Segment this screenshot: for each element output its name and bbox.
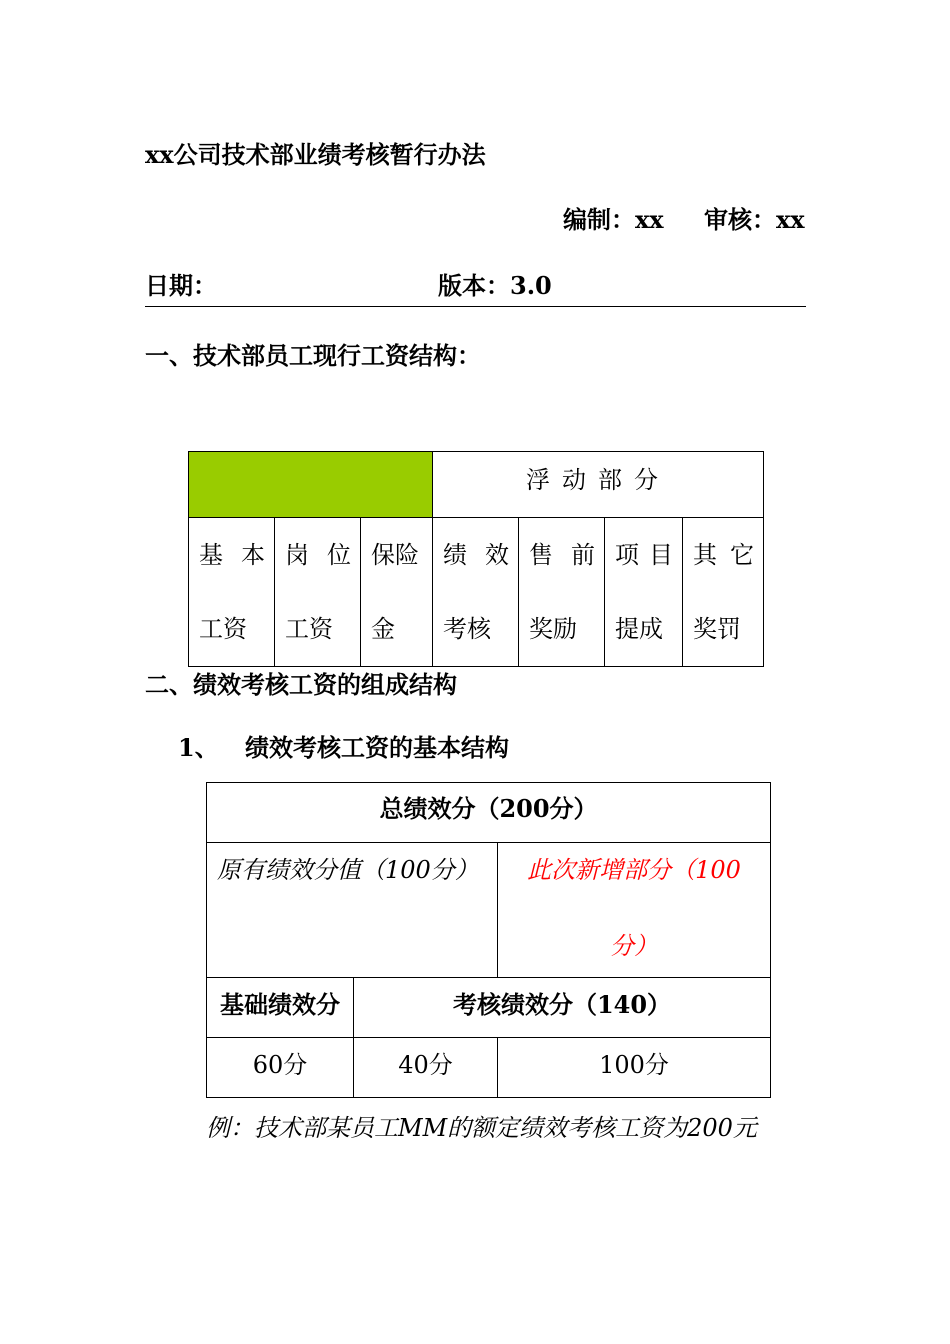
- performance-score-table: [206, 782, 771, 1098]
- assessment-score-value: 40分: [354, 1038, 498, 1098]
- fixed-part-header: [189, 452, 433, 518]
- new-part-score-value: 100分: [498, 1038, 771, 1098]
- assessment-score-header: 考核绩效分（140）: [354, 978, 771, 1038]
- header-divider: [145, 306, 806, 307]
- original-score-cell: 原有绩效分值（100分）: [207, 843, 498, 978]
- subsection1-number: 1、: [178, 733, 219, 762]
- total-score-cell: 总绩效分（200分）: [207, 783, 771, 843]
- col-other-rewards: 其 它 奖罚: [683, 518, 764, 667]
- basic-score-value: 60分: [207, 1038, 354, 1098]
- subsection1-heading: 绩效考核工资的基本结构: [245, 733, 509, 762]
- reviewed-by: 审核：xx: [704, 205, 805, 234]
- col-presales-bonus: 售 前 奖励: [519, 518, 605, 667]
- salary-structure-table: [188, 451, 764, 667]
- date-label: 日期：: [145, 271, 217, 300]
- col-performance: 绩 效 考核: [433, 518, 519, 667]
- col-basic-salary: 基 本 工资: [189, 518, 275, 667]
- new-part-cell: 此次新增部分（100 分）: [498, 843, 771, 978]
- basic-score-header: 基础绩效分: [207, 978, 354, 1038]
- section2-heading: 二、绩效考核工资的组成结构: [145, 670, 457, 699]
- floating-part-label: 浮动部分: [526, 466, 671, 494]
- floating-part-header: [433, 452, 764, 518]
- col-project-commission: 项 目 提成: [605, 518, 683, 667]
- col-position-salary: 岗 位 工资: [275, 518, 361, 667]
- version-label: 版本：3.0: [438, 271, 552, 300]
- section1-heading: 一、技术部员工现行工资结构：: [145, 341, 481, 370]
- col-insurance: 保险 金: [361, 518, 433, 667]
- document-title: xx公司技术部业绩考核暂行办法: [145, 140, 486, 169]
- compiled-by: 编制：xx: [563, 205, 664, 234]
- example-text: 例：技术部某员工MM的额定绩效考核工资为200元: [206, 1114, 757, 1142]
